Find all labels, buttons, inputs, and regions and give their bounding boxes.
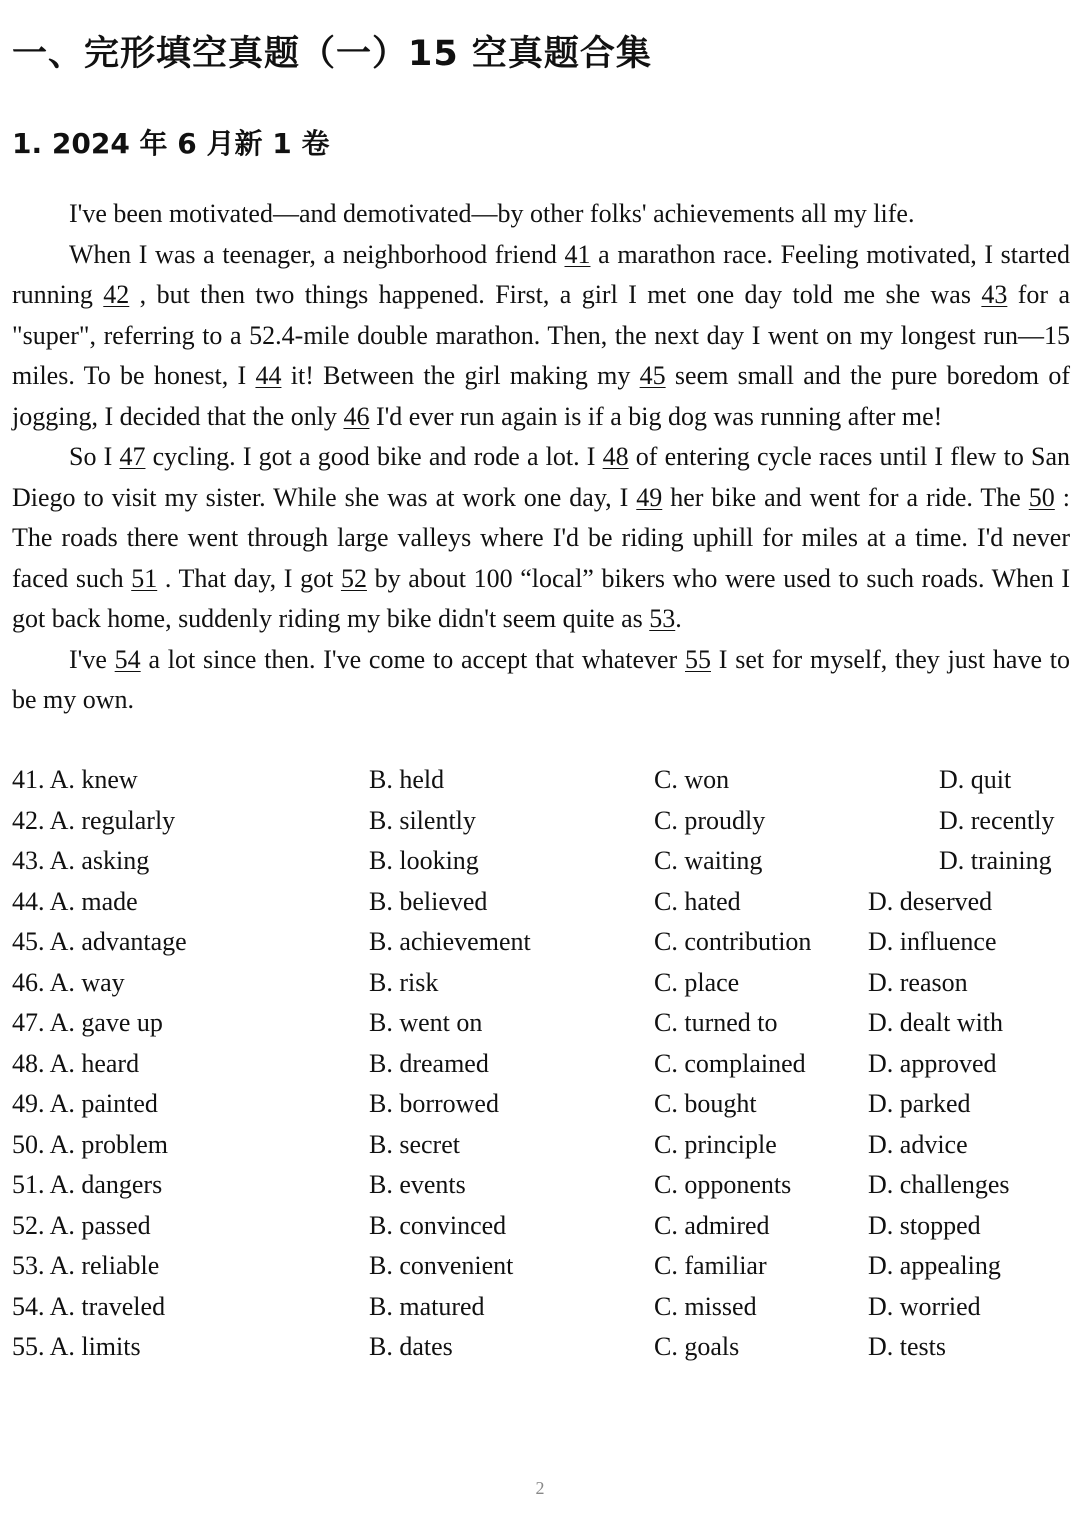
blank-50: 50 <box>1028 482 1055 512</box>
option-c: C. bought <box>654 1089 757 1118</box>
option-a: 44. A. made <box>12 886 138 916</box>
blank-53: 53 <box>649 604 676 633</box>
passage-paragraph-2 <box>12 235 1070 438</box>
option-row-53 <box>12 1246 1070 1287</box>
option-d: D. challenges <box>868 1170 1010 1199</box>
option-row-44 <box>12 882 1070 923</box>
option-b: B. dreamed <box>369 1048 489 1078</box>
passage-text: When I was a teenager, a neighborhood friend <box>69 239 565 269</box>
option-b: B. secret <box>369 1129 460 1159</box>
option-d: D. deserved <box>868 886 993 916</box>
option-row-46 <box>12 963 1070 1004</box>
passage-text: seem small and the pure boredom of jogging, I decided that the only <box>12 361 1070 431</box>
blank-43: 43 <box>981 280 1008 309</box>
option-row-50 <box>12 1125 1070 1166</box>
passage-text: I've <box>69 644 115 674</box>
option-a: 46. A. way <box>12 967 125 997</box>
option-d: D. dealt with <box>868 1008 1004 1037</box>
blank-51: 51 <box>131 563 158 593</box>
passage-text: : The roads there went through large valleys where I'd be riding uphill for miles at a time. I'd never faced such <box>12 482 1070 593</box>
option-b: B. believed <box>369 886 488 916</box>
option-row-45 <box>12 922 1070 963</box>
passage-text: . <box>675 604 682 633</box>
option-b: B. dates <box>369 1332 453 1361</box>
option-c: C. place <box>654 967 740 997</box>
passage-paragraph-1: I've been motivated—and demotivated—by other folks' achievements all my life. <box>69 199 915 228</box>
passage-text: her bike and went for a ride. The <box>662 482 1029 512</box>
option-c: C. turned to <box>654 1008 778 1037</box>
option-row-42 <box>12 801 1070 842</box>
blank-46: 46 <box>343 401 370 431</box>
option-row-52 <box>12 1206 1070 1247</box>
option-a: 47. A. gave up <box>12 1008 163 1037</box>
passage-text: cycling. I got a good bike and rode a lot. I <box>145 442 603 471</box>
option-b: B. went on <box>369 1008 483 1037</box>
blank-55: 55 <box>685 644 711 674</box>
blank-48: 48 <box>602 442 629 471</box>
option-b: B. events <box>369 1170 466 1199</box>
option-c: C. opponents <box>654 1170 792 1199</box>
passage-text: a marathon race. Feeling motivated, I started running <box>12 239 1070 309</box>
option-a: 48. A. heard <box>12 1048 140 1078</box>
cloze-passage <box>12 194 1070 721</box>
option-b: B. silently <box>369 805 476 835</box>
blank-47: 47 <box>119 442 146 471</box>
option-a: 55. A. limits <box>12 1332 141 1361</box>
passage-text: for a "super", referring to a 52.4-mile double marathon. Then, the next day I went on my longest run—15 miles. To be honest, I <box>12 280 1070 390</box>
blank-45: 45 <box>639 361 666 390</box>
option-a: 42. A. regularly <box>12 805 176 835</box>
option-b: B. matured <box>369 1291 485 1321</box>
option-c: C. admired <box>654 1210 770 1240</box>
blank-49: 49 <box>636 482 663 512</box>
passage-text: I set for myself, they just have to be my own. <box>12 644 1070 714</box>
option-d: D. stopped <box>868 1210 981 1240</box>
option-b: B. looking <box>369 846 479 875</box>
option-b: B. convinced <box>369 1210 507 1240</box>
option-a: 45. A. advantage <box>12 927 187 956</box>
option-c: C. complained <box>654 1048 806 1078</box>
option-row-54 <box>12 1287 1070 1328</box>
option-d: D. parked <box>868 1089 971 1118</box>
option-row-41 <box>12 760 1070 801</box>
option-a: 51. A. dangers <box>12 1170 163 1199</box>
option-d: D. worried <box>868 1291 981 1321</box>
option-b: B. convenient <box>369 1251 514 1280</box>
option-d: D. training <box>939 846 1052 875</box>
option-row-55 <box>12 1327 1070 1368</box>
blank-44: 44 <box>255 361 282 390</box>
passage-text: by about 100 “local” bikers who were used to such roads. When I got back home, suddenly riding my bike didn't seem quite as <box>12 563 1071 633</box>
option-c: C. waiting <box>654 846 763 875</box>
option-a: 41. A. knew <box>12 765 138 794</box>
passage-paragraph-4 <box>12 640 1070 721</box>
option-c: C. familiar <box>654 1251 767 1280</box>
option-row-47 <box>12 1003 1070 1044</box>
option-row-43 <box>12 841 1070 882</box>
section-title: 一、完形填空真题（一）15 空真题合集 <box>12 34 652 74</box>
passage-paragraph-3 <box>12 437 1070 640</box>
option-b: B. achievement <box>369 927 531 956</box>
answer-options <box>12 760 1070 1368</box>
option-row-49 <box>12 1084 1070 1125</box>
option-c: C. goals <box>654 1332 740 1361</box>
option-a: 49. A. painted <box>12 1089 158 1118</box>
option-a: 54. A. traveled <box>12 1291 166 1321</box>
blank-41: 41 <box>564 239 591 269</box>
option-d: D. reason <box>868 967 968 997</box>
option-a: 43. A. asking <box>12 846 150 875</box>
option-row-48 <box>12 1044 1070 1085</box>
passage-text: I'd ever run again is if a big dog was running after me! <box>369 401 943 431</box>
option-d: D. appealing <box>868 1251 1001 1280</box>
option-b: B. risk <box>369 967 439 997</box>
option-d: D. recently <box>939 805 1055 835</box>
option-a: 52. A. passed <box>12 1210 151 1240</box>
question-title: 1. 2024 年 6 月新 1 卷 <box>12 127 330 160</box>
option-c: C. contribution <box>654 927 812 956</box>
passage-text: . That day, I got <box>157 563 341 593</box>
option-c: C. hated <box>654 886 741 916</box>
option-c: C. won <box>654 765 730 794</box>
option-d: D. influence <box>868 927 997 956</box>
blank-52: 52 <box>340 563 367 593</box>
option-a: 50. A. problem <box>12 1129 168 1159</box>
passage-text: of entering cycle races until I flew to San Diego to visit my sister. While she was at work one day, I <box>12 442 1070 512</box>
page-number: 2 <box>535 1478 545 1498</box>
option-d: D. quit <box>939 765 1012 794</box>
option-d: D. tests <box>868 1332 946 1361</box>
option-row-51 <box>12 1165 1070 1206</box>
passage-text: So I <box>69 442 120 471</box>
option-d: D. approved <box>868 1048 997 1078</box>
option-d: D. advice <box>868 1129 968 1159</box>
passage-text: a lot since then. I've come to accept that whatever <box>140 644 685 674</box>
option-c: C. missed <box>654 1291 757 1321</box>
blank-42: 42 <box>103 280 130 309</box>
option-c: C. proudly <box>654 805 766 835</box>
option-a: 53. A. reliable <box>12 1251 160 1280</box>
blank-54: 54 <box>114 644 141 674</box>
option-c: C. principle <box>654 1129 777 1159</box>
option-b: B. held <box>369 765 445 794</box>
passage-text: , but then two things happened. First, a girl I met one day told me she was <box>129 280 982 309</box>
option-b: B. borrowed <box>369 1089 499 1118</box>
passage-text: it! Between the girl making my <box>281 361 640 390</box>
